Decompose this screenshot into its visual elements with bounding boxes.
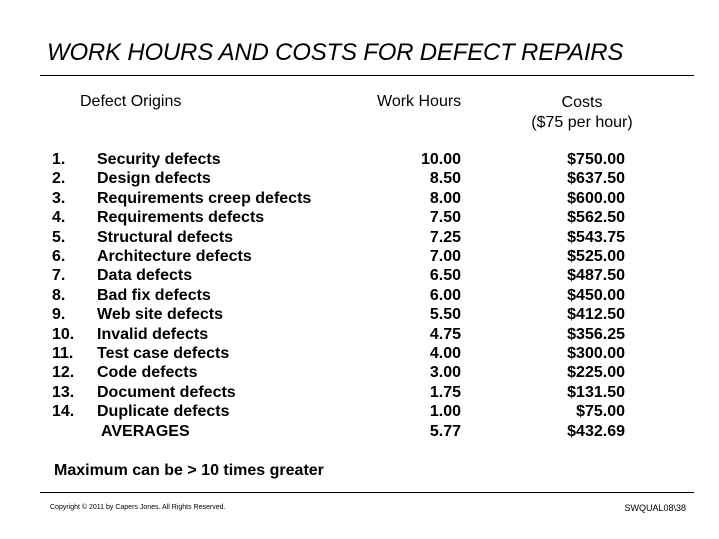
column-header-work-hours: Work Hours (377, 93, 462, 110)
copyright-text: Copyright © 2011 by Capers Jones. All Rights Reserved. (50, 504, 226, 511)
table-row (0, 286, 719, 306)
work-hours-value: 8.50 (429, 170, 461, 188)
row-number: 7. (52, 267, 66, 285)
table-row (0, 363, 719, 383)
defect-origin: Structural defects (97, 228, 234, 246)
defect-origin: Design defects (97, 170, 211, 188)
row-number: 1. (52, 151, 66, 168)
cost-value: $412.50 (567, 306, 625, 324)
table-row (0, 169, 719, 189)
cost-value: $487.50 (567, 267, 625, 285)
table-row (0, 402, 719, 422)
row-number: 4. (52, 209, 66, 227)
work-hours-value: 8.00 (429, 189, 461, 207)
cost-value: $562.50 (567, 209, 625, 227)
averages-row (0, 422, 719, 442)
cost-value: $300.00 (567, 345, 625, 362)
defect-origin: Architecture defects (97, 248, 252, 265)
work-hours-value: 1.75 (429, 383, 461, 401)
work-hours-value: 1.00 (429, 403, 461, 421)
cost-value: $750.00 (567, 151, 625, 168)
row-number: 2. (52, 170, 66, 188)
work-hours-value: 3.00 (429, 364, 461, 382)
table-row (0, 208, 719, 228)
row-number: 10. (52, 325, 75, 343)
defect-origin: Duplicate defects (97, 403, 230, 421)
defect-origin: Bad fix defects (97, 286, 211, 304)
table-row (0, 228, 719, 248)
work-hours-value: 5.50 (429, 306, 461, 324)
cost-value: $75.00 (576, 403, 625, 421)
cost-value: $450.00 (567, 286, 625, 304)
cost-value: $225.00 (567, 364, 625, 382)
table-row (0, 383, 719, 403)
cost-value: $600.00 (567, 189, 625, 207)
work-hours-value: 7.50 (429, 209, 461, 227)
work-hours-value: 7.25 (429, 228, 461, 246)
cost-value: $131.50 (567, 383, 625, 401)
defect-origin: Code defects (97, 364, 198, 382)
defect-origin: Invalid defects (97, 325, 209, 343)
averages-label: AVERAGES (101, 422, 190, 440)
slide-code: SWQUAL08\38 (624, 503, 686, 513)
work-hours-value: 10.00 (420, 151, 461, 168)
row-number: 13. (52, 383, 75, 401)
defect-origin: Security defects (97, 151, 221, 168)
table-row (0, 305, 719, 325)
row-number: 5. (52, 228, 66, 246)
defect-origin: Requirements creep defects (97, 189, 312, 207)
work-hours-value: 4.00 (429, 345, 461, 362)
table-row (0, 266, 719, 286)
table-row (0, 189, 719, 209)
row-number: 8. (52, 286, 66, 304)
cost-value: $525.00 (567, 248, 625, 265)
row-number: 3. (52, 189, 66, 207)
cost-value: $356.25 (567, 325, 625, 343)
defect-origin: Document defects (97, 383, 236, 401)
table-row (0, 344, 719, 364)
work-hours-value: 4.75 (429, 325, 461, 343)
row-number: 11. (52, 345, 74, 362)
average-cost: $432.69 (567, 422, 625, 440)
defect-origin: Requirements defects (97, 209, 265, 227)
defect-origin: Web site defects (97, 306, 223, 324)
cost-value: $637.50 (567, 170, 625, 188)
table-row (0, 247, 719, 267)
row-number: 12. (52, 364, 75, 382)
title-divider (40, 75, 694, 76)
defect-origin: Data defects (97, 267, 193, 285)
defect-origin: Test case defects (97, 345, 230, 362)
work-hours-value: 6.50 (429, 267, 461, 285)
table-row (0, 325, 719, 345)
row-number: 6. (52, 248, 66, 265)
footer-divider (40, 492, 694, 493)
column-header-defect-origins: Defect Origins (80, 93, 182, 110)
row-number: 14. (52, 403, 75, 421)
row-number: 9. (52, 306, 66, 324)
work-hours-value: 6.00 (429, 286, 461, 304)
cost-value: $543.75 (567, 228, 625, 246)
work-hours-value: 7.00 (429, 248, 461, 265)
average-hours: 5.77 (429, 422, 461, 440)
footnote: Maximum can be > 10 times greater (54, 462, 324, 479)
table-row (0, 150, 719, 170)
costs-header-line2: ($75 per hour) (531, 114, 633, 131)
column-header-costs (512, 93, 652, 133)
costs-header-line1: Costs (561, 94, 603, 111)
slide-title: WORK HOURS AND COSTS FOR DEFECT REPAIRS (47, 39, 624, 66)
